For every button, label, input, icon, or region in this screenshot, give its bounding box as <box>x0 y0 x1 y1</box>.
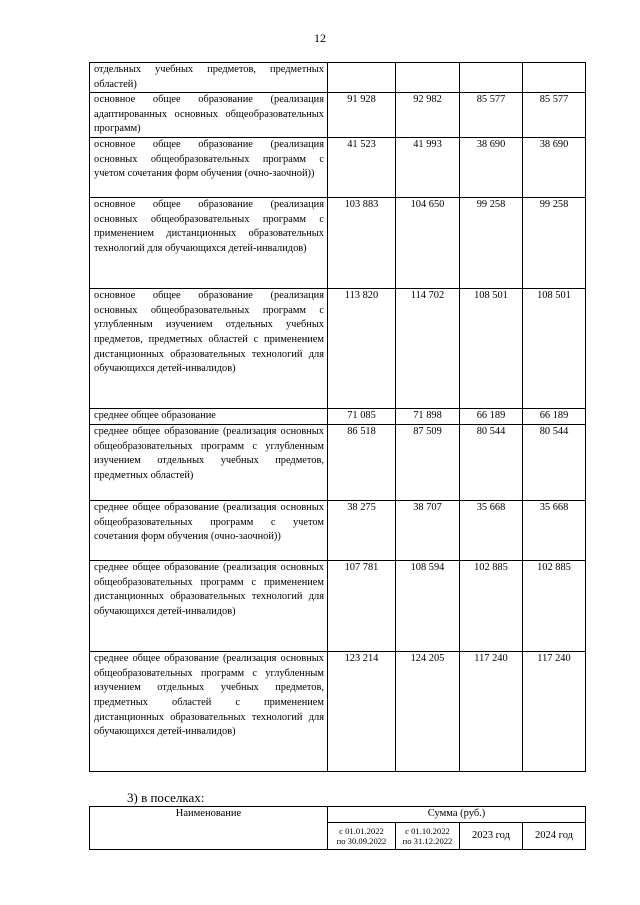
value-2023: 35 668 <box>460 501 523 561</box>
section-caption: 3) в поселках: <box>127 790 205 805</box>
row-name: среднее общее образование (реализация основных общеобразовательных программ с углубленным изучением отдельных учебных предметов, предметных областей) <box>90 425 328 501</box>
value-2022-q4: 124 205 <box>396 652 460 772</box>
period-1-start: с 01.01.2022 <box>339 825 384 836</box>
table-row <box>90 561 586 652</box>
value-2022-q1-q3: 123 214 <box>328 652 396 772</box>
value-2022-q4 <box>396 63 460 93</box>
value-2024 <box>523 63 586 93</box>
table-row <box>90 63 586 93</box>
value-2024: 35 668 <box>523 501 586 561</box>
value-2024: 85 577 <box>523 93 586 138</box>
table-row <box>90 198 586 289</box>
header-sum: Сумма (руб.) <box>328 807 586 823</box>
row-name: основное общее образование (реализация основных общеобразовательных программ с углубленным изучением отдельных учебных предметов, предметных областей с применением дистанционных образовательных технологий для обучающихся детей-инвалидов) <box>90 289 328 409</box>
value-2023: 80 544 <box>460 425 523 501</box>
value-2022-q4: 41 993 <box>396 138 460 198</box>
header-period-2 <box>396 823 460 850</box>
header-year-2024: 2024 год <box>523 823 586 850</box>
table-row <box>90 501 586 561</box>
value-2023: 99 258 <box>460 198 523 289</box>
table-row <box>90 425 586 501</box>
value-2022-q1-q3: 38 275 <box>328 501 396 561</box>
value-2024: 38 690 <box>523 138 586 198</box>
value-2023: 66 189 <box>460 409 523 425</box>
cost-table <box>89 62 586 772</box>
value-2022-q4: 108 594 <box>396 561 460 652</box>
row-name: среднее общее образование (реализация основных общеобразовательных программ с учетом сочетания форм обучения (очно-заочной)) <box>90 501 328 561</box>
value-2022-q1-q3: 107 781 <box>328 561 396 652</box>
value-2022-q1-q3: 113 820 <box>328 289 396 409</box>
period-1-end: по 30.09.2022 <box>336 836 387 846</box>
value-2022-q4: 71 898 <box>396 409 460 425</box>
value-2022-q4: 92 982 <box>396 93 460 138</box>
value-2022-q4: 104 650 <box>396 198 460 289</box>
table-row <box>90 93 586 138</box>
value-2022-q1-q3: 71 085 <box>328 409 396 425</box>
value-2024: 99 258 <box>523 198 586 289</box>
header-name: Наименование <box>90 807 328 850</box>
row-name: среднее общее образование (реализация основных общеобразовательных программ с применением дистанционных образовательных технологий для обучающихся детей-инвалидов) <box>90 561 328 652</box>
settlements-table-header <box>89 806 586 850</box>
table-row <box>90 652 586 772</box>
header-year-2023: 2023 год <box>460 823 523 850</box>
value-2022-q4: 87 509 <box>396 425 460 501</box>
value-2022-q1-q3: 91 928 <box>328 93 396 138</box>
row-name: отдельных учебных предметов, предметных областей) <box>90 63 328 93</box>
value-2023: 117 240 <box>460 652 523 772</box>
period-2-end: по 31.12.2022 <box>402 836 453 846</box>
value-2022-q1-q3: 41 523 <box>328 138 396 198</box>
header-period-1 <box>328 823 396 850</box>
row-name: основное общее образование (реализация основных общеобразовательных программ с учетом сочетания форм обучения (очно-заочной)) <box>90 138 328 198</box>
value-2024: 80 544 <box>523 425 586 501</box>
value-2023: 108 501 <box>460 289 523 409</box>
value-2023: 85 577 <box>460 93 523 138</box>
value-2024: 117 240 <box>523 652 586 772</box>
period-2-start: с 01.10.2022 <box>405 825 450 836</box>
table-row <box>90 289 586 409</box>
value-2024: 66 189 <box>523 409 586 425</box>
page-number: 12 <box>314 31 326 45</box>
value-2024: 108 501 <box>523 289 586 409</box>
table-row <box>90 138 586 198</box>
value-2024: 102 885 <box>523 561 586 652</box>
value-2023: 102 885 <box>460 561 523 652</box>
row-name: среднее общее образование <box>90 409 328 425</box>
row-name: основное общее образование (реализация основных общеобразовательных программ с применением дистанционных образовательных технологий для обучающихся детей-инвалидов) <box>90 198 328 289</box>
value-2023: 38 690 <box>460 138 523 198</box>
value-2022-q1-q3: 86 518 <box>328 425 396 501</box>
row-name: среднее общее образование (реализация основных общеобразовательных программ с углубленным изучением отдельных учебных предметов, предметных областей с применением дистанционных образовательных технологий для обучающихся детей-инвалидов) <box>90 652 328 772</box>
row-name: основное общее образование (реализация адаптированных основных общеобразовательных программ) <box>90 93 328 138</box>
value-2023 <box>460 63 523 93</box>
value-2022-q4: 114 702 <box>396 289 460 409</box>
value-2022-q4: 38 707 <box>396 501 460 561</box>
table-row <box>90 409 586 425</box>
value-2022-q1-q3 <box>328 63 396 93</box>
value-2022-q1-q3: 103 883 <box>328 198 396 289</box>
